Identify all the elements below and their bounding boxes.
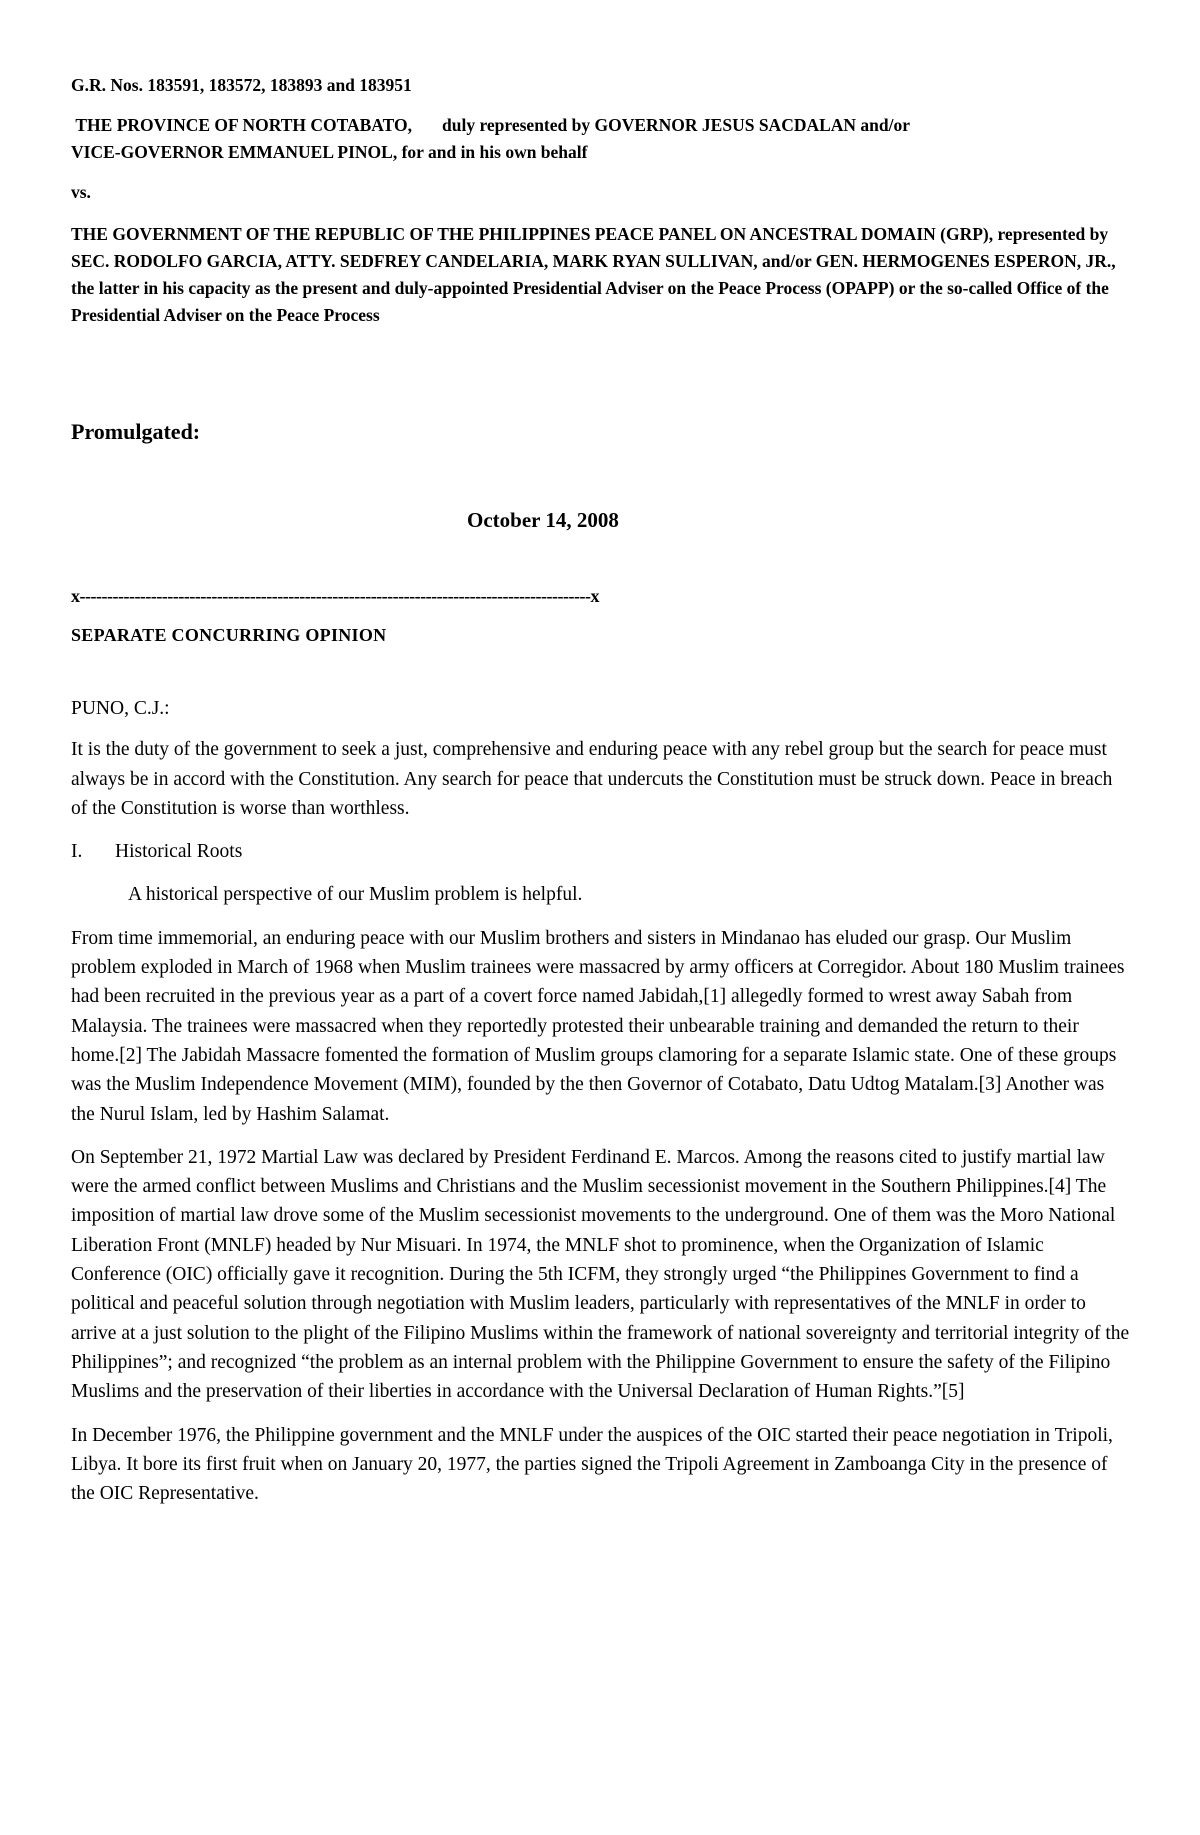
versus: vs. bbox=[71, 182, 91, 202]
case-number: G.R. Nos. 183591, 183572, 183893 and 183951 bbox=[71, 75, 412, 95]
petitioner-representation: duly represented by GOVERNOR JESUS SACDALAN and/or bbox=[442, 115, 911, 135]
opinion-title: SEPARATE CONCURRING OPINION bbox=[71, 625, 387, 645]
petitioner-name: THE PROVINCE OF NORTH COTABATO, bbox=[75, 115, 412, 135]
paragraph-history: From time immemorial, an enduring peace with our Muslim brothers and sisters in Mindanao has eluded our grasp. Our Muslim problem exploded in March of 1968 when Muslim trainees were massacred by army officers at Corregidor. About 180 Muslim trainees had been recruited in the previous year as a part of a covert force named Jabidah,[1] allegedly formed to wrest away Sabah from Malaysia. The trainees were massacred when they reportedly protested their unbearable training and demanded the return to their home.[2] The Jabidah Massacre fomented the formation of Muslim groups clamoring for a separate Islamic state. One of these groups was the Muslim Independence Movement (MIM), founded by the then Governor of Cotabato, Datu Udtog Matalam.[3] Another was the Nurul Islam, led by Hashim Salamat. bbox=[71, 927, 1125, 1125]
promulgation-date: October 14, 2008 bbox=[467, 508, 619, 532]
promulgated-label: Promulgated: bbox=[71, 419, 201, 444]
separator-line: x---------------------------------------------------------------------------------------------x bbox=[71, 586, 599, 606]
opinion-body bbox=[71, 694, 1131, 1522]
document-page bbox=[71, 72, 1131, 1505]
petitioner bbox=[71, 112, 1131, 166]
section-number: I. bbox=[71, 841, 83, 863]
paragraph-tripoli: In December 1976, the Philippine government and the MNLF under the auspices of the OIC started their peace negotiation in Tripoli, Libya. It bore its first fruit when on January 20, 1977, the parties signed the Tripoli Agreement in Zamboanga City in the presence of the OIC Representative. bbox=[71, 1424, 1113, 1505]
section-title: Historical Roots bbox=[115, 841, 243, 863]
respondent: THE GOVERNMENT OF THE REPUBLIC OF THE PHILIPPINES PEACE PANEL ON ANCESTRAL DOMAIN (GRP), represented by SEC. RODOLFO GARCIA, ATTY. SEDFREY CANDELARIA, MARK RYAN SULLIVAN, and/or GEN. HERMOGENES ESPERON, JR., the latter in his capacity as the present and duly-appointed Presidential Adviser on the Peace Process (OPAPP) or the so-called Office of the Presidential Adviser on the Peace Process bbox=[71, 224, 1116, 325]
paragraph-perspective: A historical perspective of our Muslim problem is helpful. bbox=[128, 884, 583, 906]
section-heading bbox=[71, 837, 1131, 866]
author-line: PUNO, C.J.: bbox=[71, 698, 170, 719]
paragraph-martial-law: On September 21, 1972 Martial Law was declared by President Ferdinand E. Marcos. Among the reasons cited to justify martial law were the armed conflict between Muslims and Christians and the Muslim secessionist movement in the Southern Philippines.[4] The imposition of martial law drove some of the Muslim secessionist movements to the underground. One of them was the Moro National Liberation Front (MNLF) headed by Nur Misuari. In 1974, the MNLF shot to prominence, when the Organization of Islamic Conference (OIC) officially gave it recognition. During the 5th ICFM, they strongly urged “the Philippines Government to find a political and peaceful solution through negotiation with Muslim leaders, particularly with representatives of the MNLF in order to arrive at a just solution to the plight of the Filipino Muslims within the framework of national sovereignty and territorial integrity of the Philippines”; and recognized “the problem as an internal problem with the Philippine Government to ensure the safety of the Filipino Muslims and the preservation of their liberties in accordance with the Universal Declaration of Human Rights.”[5] bbox=[71, 1146, 1130, 1403]
petitioner-representation-cont: VICE-GOVERNOR EMMANUEL PINOL, for and in his own behalf bbox=[71, 142, 588, 162]
paragraph-intro: It is the duty of the government to seek a just, comprehensive and enduring peace with any rebel group but the search for peace must always be in accord with the Constitution. Any search for peace that undercuts the Constitution must be struck down. Peace in breach of the Constitution is worse than worthless. bbox=[71, 739, 1113, 819]
